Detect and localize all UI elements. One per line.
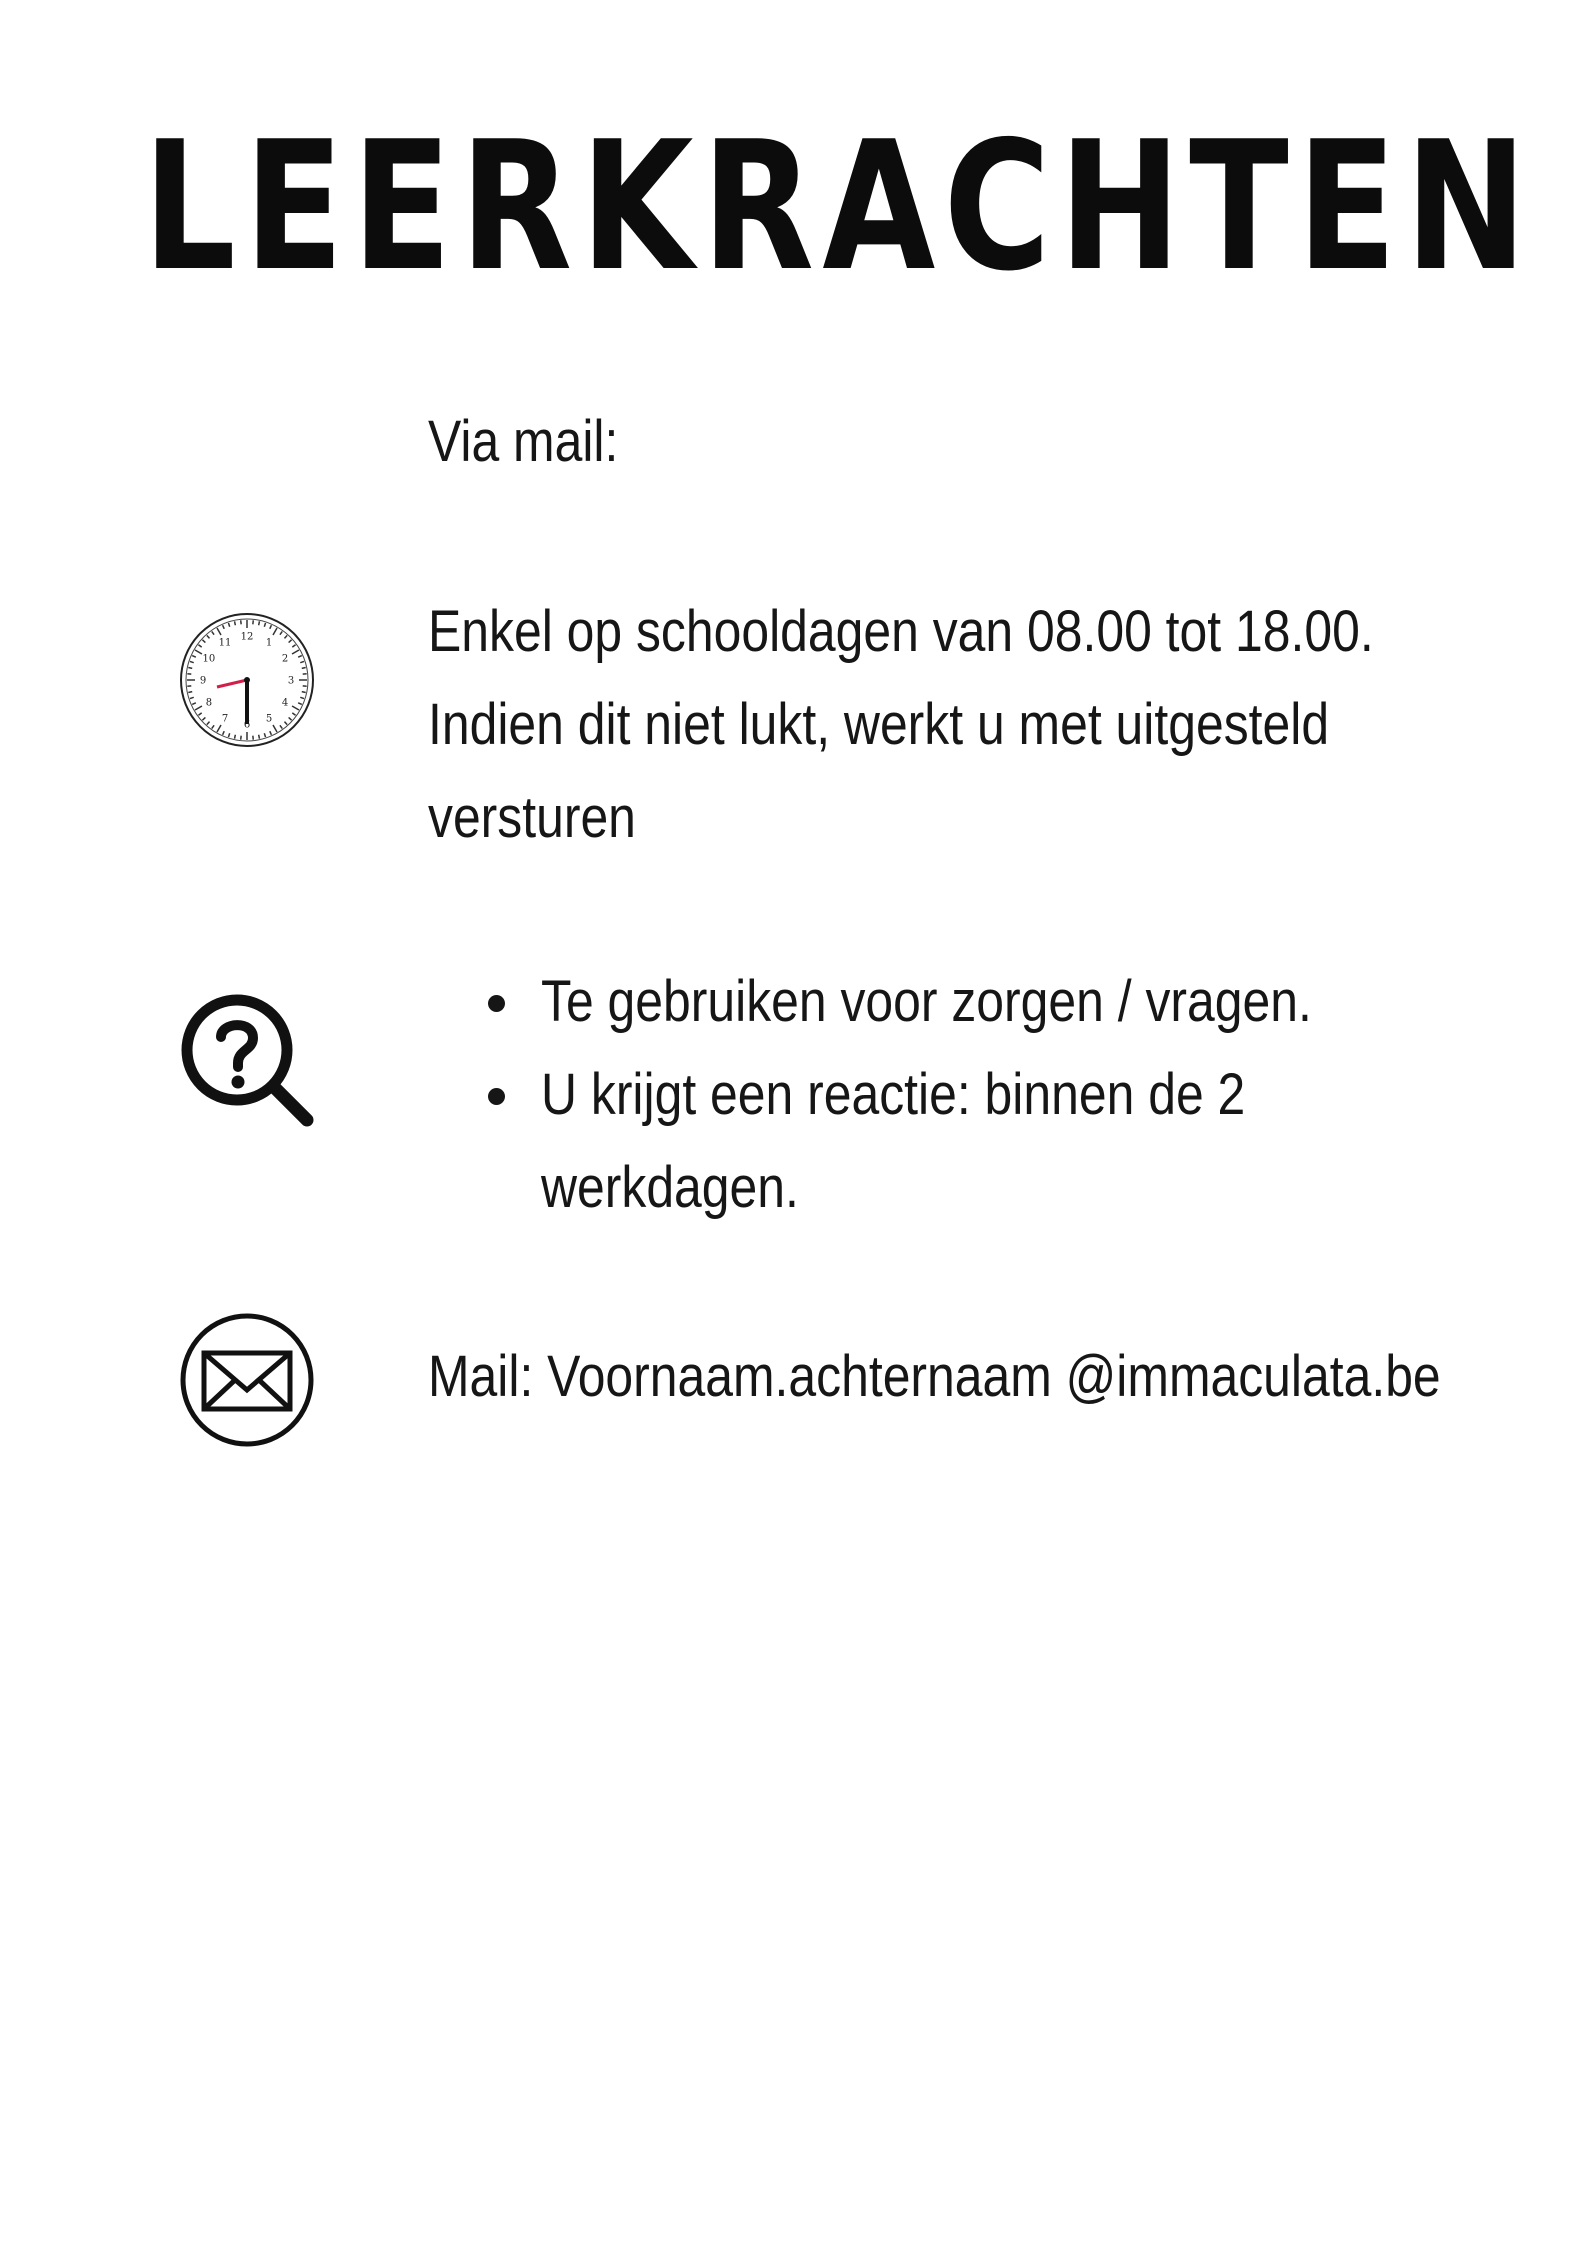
svg-text:7: 7 — [221, 713, 229, 725]
page-title: LEERKRACHTEN — [142, 103, 1536, 310]
clock-icon — [177, 610, 317, 750]
svg-text:2: 2 — [281, 653, 289, 665]
list-item: Te gebruiken voor zorgen / vragen. — [488, 955, 1437, 1048]
svg-text:10: 10 — [202, 653, 216, 665]
svg-text:11: 11 — [218, 637, 232, 649]
svg-text:9: 9 — [199, 675, 207, 687]
contact-email-text: Mail: Voornaam.achternaam @immaculata.be — [428, 1344, 1441, 1409]
svg-text:5: 5 — [265, 713, 273, 725]
hours-text — [428, 585, 1528, 864]
hours-line: Indien dit niet lukt, werkt u met uitgesteld — [428, 692, 1330, 757]
list-item: U krijgt een reactie: binnen de 2 werkdagen. — [488, 1048, 1437, 1234]
svg-text:8: 8 — [205, 697, 213, 709]
hours-line: versturen — [428, 785, 636, 850]
svg-text:3: 3 — [287, 675, 295, 687]
info-bullet-list — [488, 955, 1437, 1234]
envelope-icon — [177, 1310, 317, 1450]
hours-line: Enkel op schooldagen van 08.00 tot 18.00. — [428, 599, 1374, 664]
question-search-icon — [177, 990, 317, 1130]
svg-text:1: 1 — [265, 637, 273, 649]
svg-text:12: 12 — [240, 631, 254, 643]
svg-text:4: 4 — [281, 697, 289, 709]
via-mail-heading: Via mail: — [428, 409, 619, 474]
svg-text:6: 6 — [243, 719, 251, 731]
